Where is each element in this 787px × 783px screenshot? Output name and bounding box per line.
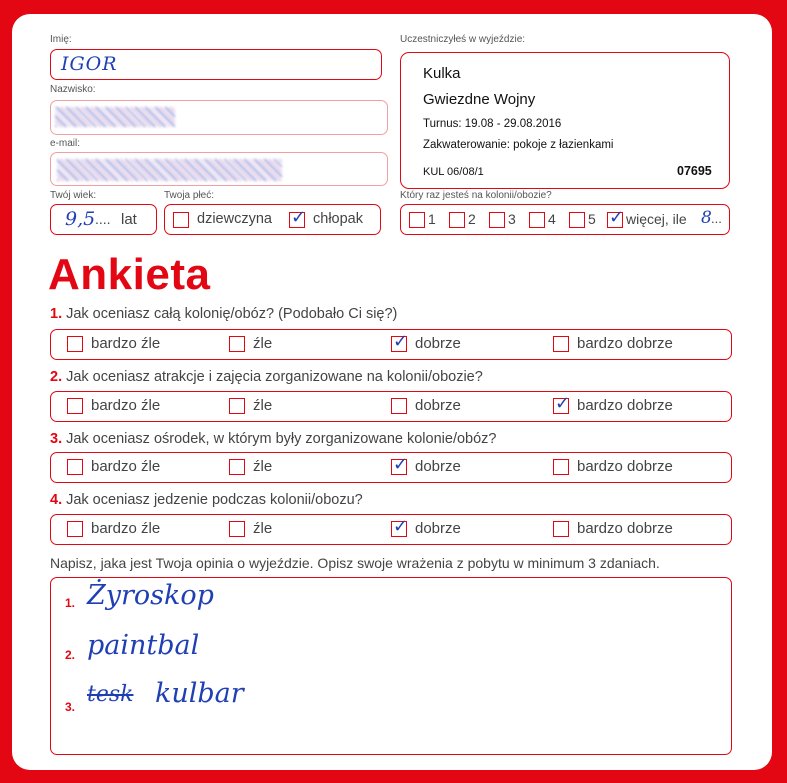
answer-row-2	[50, 391, 732, 422]
times-option-3: 3	[508, 211, 516, 227]
times-more-dots: ...	[711, 211, 722, 226]
times-option-5: 5	[588, 211, 596, 227]
times-more-value: 8	[701, 208, 712, 228]
answer-option-label: bardzo źle	[91, 458, 161, 475]
opinion-field[interactable]	[50, 577, 732, 755]
survey-sheet	[12, 14, 772, 770]
checkmark-icon: ✓	[393, 331, 409, 352]
times-label: Który raz jesteś na kolonii/obozie?	[400, 190, 552, 201]
answer-checkbox[interactable]	[553, 393, 571, 414]
times-option-1: 1	[428, 211, 436, 227]
times-checkbox-5[interactable]	[569, 212, 585, 228]
participants-label: Uczestniczyłeś w wyjeździe:	[400, 34, 526, 45]
answer-checkbox[interactable]	[553, 459, 569, 475]
checkmark-icon: ✓	[393, 516, 409, 537]
email-redaction	[57, 159, 282, 181]
checkmark-icon: ✓	[393, 454, 409, 475]
email-label: e-mail:	[50, 138, 81, 149]
question-text: Jak oceniasz całą kolonię/obóz? (Podobało Ci się?)	[66, 306, 398, 322]
colony-name: Kulka	[423, 65, 461, 82]
times-field	[400, 204, 730, 235]
gender-option-girl: dziewczyna	[197, 211, 272, 227]
opinion-line-3-struck: tesk	[87, 682, 134, 707]
question-number: 3.	[50, 431, 63, 447]
checkmark-icon: ✓	[555, 393, 571, 414]
gender-checkbox-boy[interactable]	[289, 207, 307, 228]
answer-checkbox[interactable]	[553, 521, 569, 537]
question-number: 1.	[50, 306, 63, 322]
gender-option-boy: chłopak	[313, 211, 363, 227]
name-value: IGOR	[61, 53, 118, 75]
answer-checkbox[interactable]	[391, 516, 409, 537]
answer-option-label: dobrze	[415, 397, 461, 414]
question-text: Jak oceniasz atrakcje i zajęcia zorganizowane na kolonii/obozie?	[66, 369, 483, 385]
answer-option-label: źle	[253, 397, 273, 414]
answer-checkbox[interactable]	[67, 521, 83, 537]
answer-option-label: dobrze	[415, 335, 461, 352]
age-label: Twój wiek:	[50, 190, 97, 201]
surname-field[interactable]	[50, 100, 388, 135]
answer-option-label: źle	[253, 335, 273, 352]
times-checkbox-more[interactable]	[607, 207, 625, 228]
opinion-line-number-2: 2.	[65, 648, 76, 662]
name-label: Imię:	[50, 34, 72, 45]
answer-option-label: dobrze	[415, 458, 461, 475]
opinion-line-2: paintbal	[87, 630, 200, 661]
opinion-prompt: Napisz, jaka jest Twoja opinia o wyjeździe. Opisz swoje wrażenia z pobytu w minimum 3 zdaniach.	[50, 555, 660, 571]
answer-checkbox[interactable]	[229, 398, 245, 414]
times-checkbox-2[interactable]	[449, 212, 465, 228]
colony-info-panel	[400, 52, 730, 189]
answer-row-3	[50, 452, 732, 483]
question-2	[50, 369, 483, 385]
answer-option-label: bardzo dobrze	[577, 397, 673, 414]
answer-checkbox[interactable]	[391, 454, 409, 475]
age-dots: ....	[95, 211, 111, 227]
gender-field	[164, 204, 381, 235]
gender-label: Twoja płeć:	[164, 190, 215, 201]
answer-row-1	[50, 329, 732, 360]
times-checkbox-1[interactable]	[409, 212, 425, 228]
surname-label: Nazwisko:	[50, 84, 96, 95]
survey-title: Ankieta	[48, 250, 211, 299]
answer-checkbox[interactable]	[67, 336, 83, 352]
question-text: Jak oceniasz jedzenie podczas kolonii/obozu?	[66, 492, 363, 508]
name-field[interactable]	[50, 49, 382, 80]
answer-checkbox[interactable]	[553, 336, 569, 352]
answer-option-label: bardzo źle	[91, 520, 161, 537]
answer-checkbox[interactable]	[391, 331, 409, 352]
answer-option-label: źle	[253, 520, 273, 537]
opinion-line-1: Żyroskop	[87, 580, 214, 611]
answer-checkbox[interactable]	[67, 459, 83, 475]
colony-code: KUL 06/08/1	[423, 166, 484, 178]
colony-theme: Gwiezdne Wojny	[423, 91, 536, 108]
answer-option-label: bardzo dobrze	[577, 335, 673, 352]
answer-option-label: bardzo źle	[91, 335, 161, 352]
answer-option-label: źle	[253, 458, 273, 475]
colony-number: 07695	[677, 164, 712, 178]
answer-checkbox[interactable]	[391, 398, 407, 414]
answer-checkbox[interactable]	[67, 398, 83, 414]
question-text: Jak oceniasz ośrodek, w którym były zorganizowane kolonie/obóz?	[66, 431, 497, 447]
opinion-line-number-3: 3.	[65, 700, 76, 714]
colony-turnus: Turnus: 19.08 - 29.08.2016	[423, 118, 562, 130]
answer-checkbox[interactable]	[229, 459, 245, 475]
times-option-2: 2	[468, 211, 476, 227]
age-unit: lat	[121, 211, 137, 228]
answer-row-4	[50, 514, 732, 545]
surname-redaction	[55, 107, 175, 127]
answer-option-label: bardzo dobrze	[577, 458, 673, 475]
opinion-line-3: kulbar	[155, 678, 244, 709]
email-field[interactable]	[50, 152, 388, 186]
age-field[interactable]	[50, 204, 157, 235]
question-number: 2.	[50, 369, 63, 385]
times-option-more: więcej, ile	[626, 211, 687, 227]
answer-option-label: bardzo źle	[91, 397, 161, 414]
checkmark-icon: ✓	[609, 207, 625, 228]
times-checkbox-4[interactable]	[529, 212, 545, 228]
colony-lodging: Zakwaterowanie: pokoje z łazienkami	[423, 139, 614, 151]
age-value: 9,5	[65, 208, 96, 230]
question-3	[50, 431, 496, 447]
answer-checkbox[interactable]	[229, 336, 245, 352]
times-checkbox-3[interactable]	[489, 212, 505, 228]
question-number: 4.	[50, 492, 63, 508]
times-option-4: 4	[548, 211, 556, 227]
question-4	[50, 492, 363, 508]
answer-option-label: dobrze	[415, 520, 461, 537]
answer-option-label: bardzo dobrze	[577, 520, 673, 537]
checkmark-icon: ✓	[291, 207, 307, 228]
answer-checkbox[interactable]	[229, 521, 245, 537]
question-1	[50, 306, 397, 322]
gender-checkbox-girl[interactable]	[173, 212, 189, 228]
opinion-line-number-1: 1.	[65, 596, 76, 610]
